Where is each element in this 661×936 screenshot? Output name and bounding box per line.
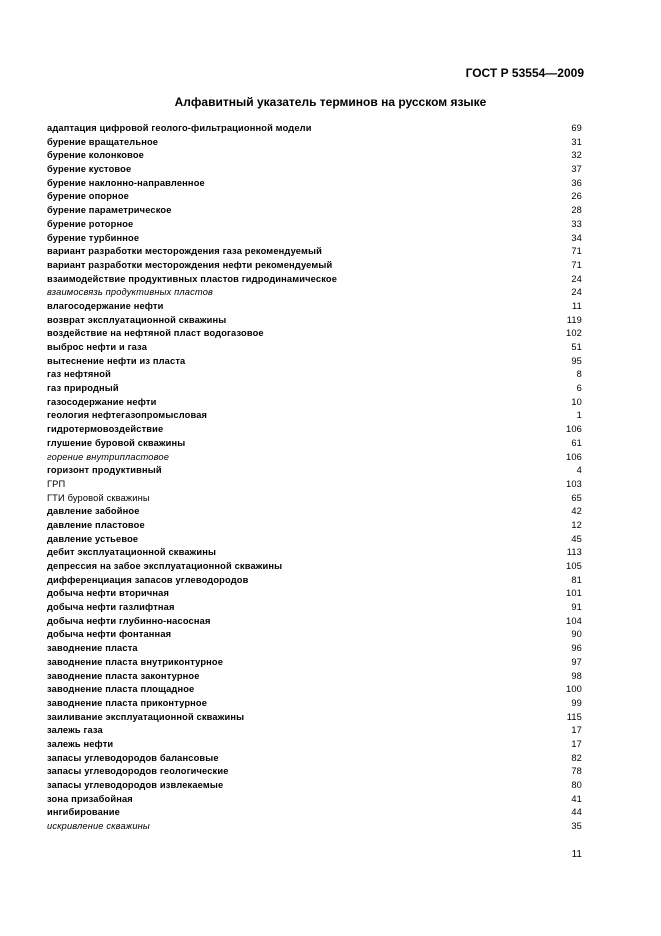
index-entry bbox=[47, 327, 582, 341]
index-page-ref: 119 bbox=[566, 314, 582, 325]
index-term: ингибирование bbox=[47, 807, 120, 818]
index-term: добыча нефти фонтанная bbox=[47, 629, 172, 640]
index-entry bbox=[47, 464, 582, 478]
index-entry bbox=[47, 820, 582, 834]
index-entry bbox=[47, 628, 582, 642]
index-term: заиливание эксплуатационной скважины bbox=[47, 711, 245, 722]
index-page-ref: 1 bbox=[576, 410, 582, 421]
index-entry bbox=[47, 136, 582, 150]
index-entry bbox=[47, 560, 582, 574]
index-term: вытеснение нефти из пласта bbox=[47, 355, 186, 366]
index-page-ref: 71 bbox=[571, 246, 582, 257]
index-entry bbox=[47, 382, 582, 396]
index-entry bbox=[47, 149, 582, 163]
index-page-ref: 102 bbox=[566, 328, 582, 339]
index-term: бурение колонковое bbox=[47, 150, 145, 161]
index-entry bbox=[47, 793, 582, 807]
index-entry bbox=[47, 806, 582, 820]
index-page-ref: 34 bbox=[571, 232, 582, 243]
index-term: ГТИ буровой скважины bbox=[47, 492, 150, 503]
index-term: депрессия на забое эксплуатационной скважины bbox=[47, 561, 283, 571]
index-term: бурение вращательное bbox=[47, 136, 159, 147]
index-entry bbox=[47, 574, 582, 588]
index-term: добыча нефти газлифтная bbox=[47, 602, 175, 613]
index-entry bbox=[47, 546, 582, 560]
index-entry bbox=[47, 697, 582, 711]
index-term: горение внутрипластовое bbox=[47, 451, 170, 462]
index-entry bbox=[47, 656, 582, 670]
index-page-ref: 106 bbox=[566, 451, 582, 462]
index-entry bbox=[47, 341, 582, 355]
index-entry bbox=[47, 505, 582, 519]
index-page-ref: 28 bbox=[571, 205, 582, 216]
index-page-ref: 45 bbox=[571, 533, 582, 544]
index-term: дебит эксплуатационной скважины bbox=[47, 547, 217, 558]
index-entry bbox=[47, 724, 582, 738]
index-term: выброс нефти и газа bbox=[47, 342, 148, 352]
index-entry bbox=[47, 396, 582, 410]
index-entry bbox=[47, 587, 582, 601]
index-term: добыча нефти глубинно-насосная bbox=[47, 615, 211, 626]
index-page-ref: 26 bbox=[571, 191, 582, 202]
index-page-ref: 90 bbox=[571, 629, 582, 640]
index-entry bbox=[47, 615, 582, 629]
index-term: бурение кустовое bbox=[47, 164, 132, 175]
index-page-ref: 105 bbox=[566, 561, 582, 571]
index-term: адаптация цифровой геолого-фильтрационной модели bbox=[47, 123, 312, 133]
index-page-ref: 44 bbox=[571, 807, 582, 818]
index-entry bbox=[47, 314, 582, 328]
index-entry bbox=[47, 711, 582, 725]
index-page-ref: 101 bbox=[566, 588, 582, 599]
index-term: залежь газа bbox=[47, 725, 103, 736]
index-page-ref: 95 bbox=[571, 355, 582, 366]
index-term: газ природный bbox=[47, 383, 119, 394]
index-page-ref: 17 bbox=[571, 725, 582, 736]
index-term: запасы углеводородов извлекаемые bbox=[47, 780, 224, 790]
index-term: бурение турбинное bbox=[47, 232, 140, 243]
index-page-ref: 115 bbox=[566, 711, 582, 722]
index-entry bbox=[47, 779, 582, 793]
index-entry bbox=[47, 752, 582, 766]
index-entry bbox=[47, 273, 582, 287]
index-term: заводнение пласта приконтурное bbox=[47, 697, 208, 708]
index-entry bbox=[47, 163, 582, 177]
index-page-ref: 42 bbox=[571, 506, 582, 517]
index-page-ref: 100 bbox=[566, 684, 582, 695]
index-term: давление забойное bbox=[47, 506, 140, 517]
index-term: запасы углеводородов балансовые bbox=[47, 752, 219, 763]
index-term: бурение наклонно-направленное bbox=[47, 177, 205, 188]
index-entry bbox=[47, 423, 582, 437]
index-entry bbox=[47, 642, 582, 656]
index-entry bbox=[47, 601, 582, 615]
index-page-ref: 91 bbox=[571, 602, 582, 613]
index-term: давление пластовое bbox=[47, 519, 145, 530]
index-entry bbox=[47, 232, 582, 246]
index-term: газосодержание нефти bbox=[47, 396, 157, 407]
index-term: залежь нефти bbox=[47, 738, 114, 749]
index-term: заводнение пласта bbox=[47, 643, 138, 654]
index-entry bbox=[47, 177, 582, 191]
index-entry bbox=[47, 355, 582, 369]
index-term: бурение параметрическое bbox=[47, 205, 172, 216]
index-term: бурение роторное bbox=[47, 218, 134, 229]
index-term: горизонт продуктивный bbox=[47, 465, 162, 476]
index-term: глушение буровой скважины bbox=[47, 437, 186, 448]
index-page-ref: 71 bbox=[571, 259, 582, 270]
index-term: взаимосвязь продуктивных пластов bbox=[47, 287, 214, 298]
index-page-ref: 6 bbox=[576, 383, 582, 394]
index-page-ref: 69 bbox=[571, 123, 582, 133]
index-page-ref: 33 bbox=[571, 218, 582, 229]
index-page-ref: 10 bbox=[571, 396, 582, 407]
index-page-ref: 41 bbox=[571, 793, 582, 804]
index-page-ref: 113 bbox=[566, 547, 582, 558]
index-page-ref: 32 bbox=[571, 150, 582, 161]
index-page-ref: 12 bbox=[571, 519, 582, 530]
index-page-ref: 82 bbox=[571, 752, 582, 763]
page-number: 11 bbox=[571, 849, 582, 860]
index-entry bbox=[47, 437, 582, 451]
index-term: воздействие на нефтяной пласт водогазовое bbox=[47, 328, 264, 339]
index-term: возврат эксплуатационной скважины bbox=[47, 314, 227, 325]
index-term: дифференциация запасов углеводородов bbox=[47, 574, 249, 585]
index-entry bbox=[47, 670, 582, 684]
index-page-ref: 17 bbox=[571, 738, 582, 749]
index-term: заводнение пласта законтурное bbox=[47, 670, 200, 681]
index-term: заводнение пласта внутриконтурное bbox=[47, 656, 224, 667]
index-page-ref: 80 bbox=[571, 780, 582, 790]
index-page-ref: 51 bbox=[571, 342, 582, 352]
index-term: искривление скважины bbox=[47, 821, 150, 832]
index-term: влагосодержание нефти bbox=[47, 300, 164, 311]
index-entry bbox=[47, 765, 582, 779]
index-term: газ нефтяной bbox=[47, 369, 111, 380]
index-entry bbox=[47, 683, 582, 697]
index-page-ref: 103 bbox=[566, 478, 582, 489]
index-page-ref: 98 bbox=[571, 670, 582, 681]
index-page-ref: 37 bbox=[571, 164, 582, 175]
index-page-ref: 104 bbox=[566, 615, 582, 626]
index-entry bbox=[47, 519, 582, 533]
index-page-ref: 61 bbox=[571, 437, 582, 448]
index-term: давление устьевое bbox=[47, 533, 139, 544]
index-entry bbox=[47, 218, 582, 232]
index-page-ref: 78 bbox=[571, 766, 582, 777]
index-page-ref: 31 bbox=[571, 136, 582, 147]
index-entry bbox=[47, 451, 582, 465]
document-standard-header: ГОСТ Р 53554—2009 bbox=[465, 66, 584, 80]
index-term: зона призабойная bbox=[47, 793, 133, 804]
index-term: ГРП bbox=[47, 478, 66, 489]
index-entry bbox=[47, 533, 582, 547]
index-page-ref: 81 bbox=[571, 574, 582, 585]
index-page-ref: 99 bbox=[571, 697, 582, 708]
term-index-list bbox=[47, 122, 582, 834]
index-term: гидротермовоздействие bbox=[47, 424, 164, 435]
index-term: заводнение пласта площадное bbox=[47, 684, 195, 695]
index-page-ref: 11 bbox=[572, 300, 582, 311]
index-entry bbox=[47, 368, 582, 382]
index-page-ref: 96 bbox=[571, 643, 582, 654]
index-entry bbox=[47, 478, 582, 492]
index-entry bbox=[47, 300, 582, 314]
index-page-ref: 24 bbox=[571, 273, 582, 284]
index-entry bbox=[47, 286, 582, 300]
index-page-ref: 4 bbox=[576, 465, 582, 476]
index-page-ref: 36 bbox=[571, 177, 582, 188]
index-page-ref: 97 bbox=[571, 656, 582, 667]
index-page-ref: 24 bbox=[571, 287, 582, 298]
index-term: геология нефтегазопромысловая bbox=[47, 410, 208, 421]
index-entry bbox=[47, 122, 582, 136]
index-term: добыча нефти вторичная bbox=[47, 588, 170, 599]
index-page-ref: 65 bbox=[571, 492, 582, 503]
index-term: бурение опорное bbox=[47, 191, 129, 202]
index-page-ref: 106 bbox=[566, 424, 582, 435]
index-entry bbox=[47, 259, 582, 273]
index-page-ref: 35 bbox=[571, 821, 582, 832]
index-page-ref: 8 bbox=[576, 369, 582, 380]
index-entry bbox=[47, 190, 582, 204]
index-entry bbox=[47, 204, 582, 218]
index-title: Алфавитный указатель терминов на русском языке bbox=[174, 95, 487, 109]
index-term: взаимодействие продуктивных пластов гидродинамическое bbox=[47, 273, 338, 284]
index-entry bbox=[47, 245, 582, 259]
index-term: вариант разработки месторождения газа рекомендуемый bbox=[47, 246, 322, 257]
index-entry bbox=[47, 409, 582, 423]
index-entry bbox=[47, 492, 582, 506]
index-entry bbox=[47, 738, 582, 752]
index-term: запасы углеводородов геологические bbox=[47, 766, 229, 777]
index-term: вариант разработки месторождения нефти рекомендуемый bbox=[47, 259, 333, 270]
